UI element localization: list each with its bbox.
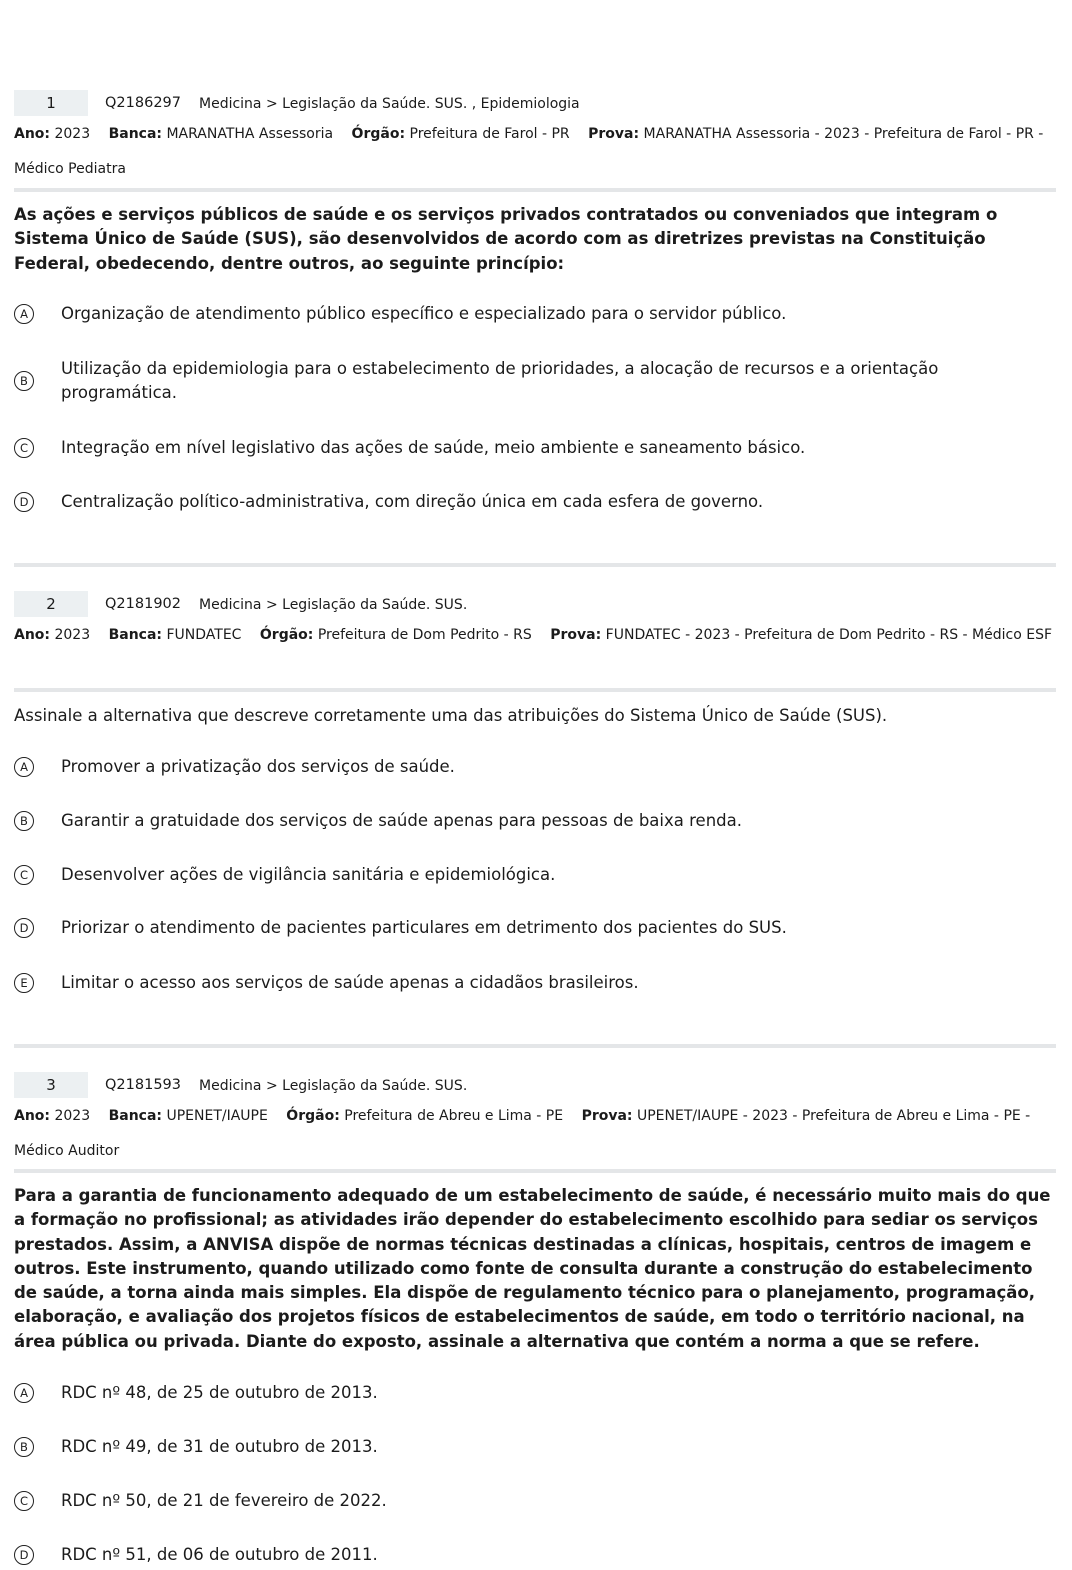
header-divider xyxy=(14,188,1056,192)
question-metadata xyxy=(14,117,1056,187)
option-letter-badge[interactable]: C xyxy=(14,438,34,458)
option-letter-badge[interactable]: A xyxy=(14,1383,34,1403)
prova-label: Prova: xyxy=(550,627,602,643)
option-letter-badge[interactable]: D xyxy=(14,918,34,938)
question-id-link[interactable]: Q2181902 xyxy=(105,596,181,612)
option-letter-badge[interactable]: E xyxy=(14,973,34,993)
question-header xyxy=(14,1072,1056,1098)
question-number: 1 xyxy=(14,90,88,116)
orgao-label: Órgão: xyxy=(351,126,406,142)
question-id-link[interactable]: Q2186297 xyxy=(105,95,181,111)
ano-label: Ano: xyxy=(14,1108,51,1124)
orgao-value[interactable]: Prefeitura de Abreu e Lima - PE xyxy=(344,1108,564,1124)
question-id-link[interactable]: Q2181593 xyxy=(105,1077,181,1093)
option-letter-badge[interactable]: B xyxy=(14,1437,34,1457)
question-header xyxy=(14,591,1056,617)
prova-label: Prova: xyxy=(588,126,640,142)
option-text[interactable]: Integração em nível legislativo das ações de saúde, meio ambiente e saneamento básico. xyxy=(61,438,806,457)
orgao-value[interactable]: Prefeitura de Farol - PR xyxy=(409,126,570,142)
banca-label: Banca: xyxy=(108,627,163,643)
ano-label: Ano: xyxy=(14,627,51,643)
option-letter-badge[interactable]: C xyxy=(14,1491,34,1511)
option-letter-badge[interactable]: D xyxy=(14,1545,34,1565)
option-letter-badge[interactable]: C xyxy=(14,865,34,885)
option-text[interactable]: Promover a privatização dos serviços de saúde. xyxy=(61,757,455,776)
option-text[interactable]: Centralização político-administrativa, com direção única em cada esfera de governo. xyxy=(61,492,764,511)
ano-value[interactable]: 2023 xyxy=(54,126,91,142)
question-statement: As ações e serviços públicos de saúde e os serviços privados contratados ou conveniados que integram o Sistema Único de Saúde (SUS), são desenvolvidos de acordo com as diretrizes previstas na Constituição Federal, obedecendo, dentre outros, ao seguinte princípio: xyxy=(14,205,998,273)
question-statement: Assinale a alternativa que descreve corretamente uma das atribuições do Sistema Único de Saúde (SUS). xyxy=(14,706,888,725)
option-letter-badge[interactable]: B xyxy=(14,371,34,391)
orgao-label: Órgão: xyxy=(259,627,314,643)
orgao-value[interactable]: Prefeitura de Dom Pedrito - RS xyxy=(317,627,532,643)
option-text[interactable]: Utilização da epidemiologia para o estabelecimento de prioridades, a alocação de recursos e a orientação programática. xyxy=(61,359,939,402)
question-category-link[interactable]: Medicina > Legislação da Saúde. SUS. xyxy=(199,1078,468,1094)
ano-value[interactable]: 2023 xyxy=(54,1108,91,1124)
question-number: 3 xyxy=(14,1072,88,1098)
prova-label: Prova: xyxy=(581,1108,633,1124)
question-statement: Para a garantia de funcionamento adequado de um estabelecimento de saúde, é necessário muito mais do que a formação no profissional; as atividades irão depender do estabelecimento escolhido para sediar os serviços prestados. Assim, a ANVISA dispõe de normas técnicas destinadas a clínicas, hospitais, centros de imagem e outros. Este instrumento, quando utilizado como fonte de consulta durante a construção do estabelecimento de saúde, a torna ainda mais simples. Ela dispõe de regulamento técnico para o planejamento, programação, elaboração, e avaliação dos projetos físicos de estabelecimentos de saúde, em todo o território nacional, na área pública ou privada. Diante do exposto, assinale a alternativa que contém a norma a que se refere. xyxy=(14,1186,1051,1351)
option-letter-badge[interactable]: B xyxy=(14,811,34,831)
option-text[interactable]: Limitar o acesso aos serviços de saúde apenas a cidadãos brasileiros. xyxy=(61,973,639,992)
option-text[interactable]: Organização de atendimento público específico e especializado para o servidor público. xyxy=(61,304,787,323)
option-letter-badge[interactable]: D xyxy=(14,492,34,512)
option-text[interactable]: RDC nº 49, de 31 de outubro de 2013. xyxy=(61,1437,378,1456)
prova-value[interactable]: UPENET/IAUPE - 2023 - Prefeitura de Abreu e Lima - PE - Médico Auditor xyxy=(14,1108,1031,1159)
orgao-label: Órgão: xyxy=(286,1108,340,1124)
header-divider xyxy=(14,688,1056,692)
question-header xyxy=(14,90,1056,116)
question-separator xyxy=(14,1044,1056,1048)
ano-label: Ano: xyxy=(14,126,51,142)
question-category-link[interactable]: Medicina > Legislação da Saúde. SUS. xyxy=(199,597,468,613)
prova-value[interactable]: MARANATHA Assessoria - 2023 - Prefeitura de Farol - PR - Médico Pediatra xyxy=(14,126,1044,177)
option-letter-badge[interactable]: A xyxy=(14,304,34,324)
option-letter-badge[interactable]: A xyxy=(14,757,34,777)
banca-value[interactable]: UPENET/IAUPE xyxy=(166,1108,268,1124)
question-number: 2 xyxy=(14,591,88,617)
option-text[interactable]: RDC nº 48, de 25 de outubro de 2013. xyxy=(61,1383,378,1402)
question-category-link[interactable]: Medicina > Legislação da Saúde. SUS. , Epidemiologia xyxy=(199,96,580,112)
header-divider xyxy=(14,1169,1056,1173)
banca-label: Banca: xyxy=(108,126,163,142)
banca-label: Banca: xyxy=(108,1108,163,1124)
question-separator xyxy=(14,563,1056,567)
ano-value[interactable]: 2023 xyxy=(54,627,91,643)
option-text[interactable]: Desenvolver ações de vigilância sanitária e epidemiológica. xyxy=(61,865,556,884)
question-metadata xyxy=(14,1099,1056,1169)
question-metadata xyxy=(14,618,1056,653)
banca-value[interactable]: MARANATHA Assessoria xyxy=(166,126,334,142)
option-text[interactable]: RDC nº 51, de 06 de outubro de 2011. xyxy=(61,1545,378,1564)
banca-value[interactable]: FUNDATEC xyxy=(166,627,242,643)
prova-value[interactable]: FUNDATEC - 2023 - Prefeitura de Dom Pedrito - RS - Médico ESF xyxy=(605,627,1053,643)
option-text[interactable]: RDC nº 50, de 21 de fevereiro de 2022. xyxy=(61,1491,387,1510)
option-text[interactable]: Garantir a gratuidade dos serviços de saúde apenas para pessoas de baixa renda. xyxy=(61,811,742,830)
option-text[interactable]: Priorizar o atendimento de pacientes particulares em detrimento dos pacientes do SUS. xyxy=(61,918,787,937)
